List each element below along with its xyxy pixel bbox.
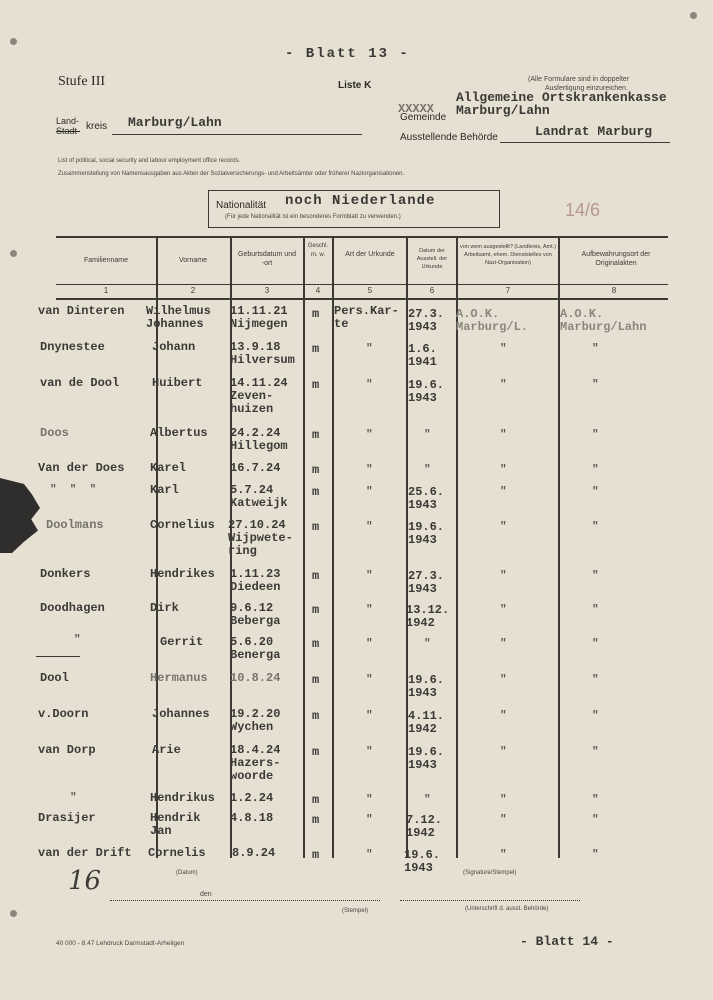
cell-family: Dool bbox=[40, 671, 69, 685]
torn-paper-edge bbox=[0, 478, 40, 553]
gemeinde-value-2: Marburg/Lahn bbox=[456, 103, 550, 118]
cell-sex: m bbox=[312, 569, 320, 583]
cell-date: 4.11. 1942 bbox=[408, 709, 445, 736]
cell-doc: Pers.Kar- te bbox=[334, 304, 399, 331]
cell-doc: " bbox=[366, 570, 373, 582]
cell-issuer: " bbox=[500, 849, 507, 861]
nationality-value: noch Niederlande bbox=[285, 193, 436, 209]
gemeinde-label: Gemeinde bbox=[400, 112, 447, 123]
cell-sex: m bbox=[312, 709, 320, 723]
cell-archive: " bbox=[592, 464, 599, 476]
kreis-label: kreis bbox=[86, 121, 108, 132]
cell-given: Cornelis bbox=[148, 846, 206, 860]
cell-date: 19.6. 1943 bbox=[408, 378, 445, 405]
col-num-4: 4 bbox=[315, 286, 321, 295]
cell-given: Karel bbox=[150, 461, 187, 475]
signature-line bbox=[400, 900, 580, 902]
cell-family: " bbox=[74, 634, 81, 646]
cell-birth: 16.7.24 bbox=[230, 461, 281, 475]
cell-family: Donkers bbox=[40, 567, 91, 581]
unterschrift-label: (Unterschrift d. ausst. Behörde) bbox=[465, 906, 549, 912]
cell-sex: m bbox=[312, 673, 320, 687]
signature-label: (Signature/Stempel) bbox=[463, 870, 517, 876]
cell-issuer: " bbox=[500, 486, 507, 498]
cell-date: " bbox=[424, 638, 431, 650]
cell-given: Albertus bbox=[150, 426, 208, 440]
cell-archive: " bbox=[592, 486, 599, 498]
cell-family: Doos bbox=[40, 426, 69, 440]
blatt-bottom: - Blatt 14 - bbox=[520, 934, 614, 949]
punch-hole-bottom bbox=[10, 910, 17, 917]
cell-birth: 1.2.24 bbox=[230, 791, 274, 805]
cell-sex: m bbox=[312, 793, 320, 807]
cell-sex: m bbox=[312, 307, 320, 321]
den-label: den bbox=[200, 891, 212, 898]
punch-hole-right bbox=[690, 12, 697, 19]
cell-sex: m bbox=[312, 603, 320, 617]
cell-given: Johannes bbox=[152, 707, 210, 721]
behoerde-label: Ausstellende Behörde bbox=[400, 132, 498, 143]
description-de: Zusammenstellung von Namensausgaben aus Akten der Sozialversicherungs- und Arbeitsämter oder früherer Naziorganisationen. bbox=[58, 171, 405, 177]
cell-sex: m bbox=[312, 848, 320, 862]
gemeinde-value-1: Allgemeine Ortskrankenkasse bbox=[456, 90, 667, 105]
punch-hole-middle bbox=[10, 250, 17, 257]
cell-birth: 5.7.24 Katweijk bbox=[230, 483, 288, 510]
cell-archive: " bbox=[592, 638, 599, 650]
cell-doc: " bbox=[366, 429, 373, 441]
behoerde-underline bbox=[500, 142, 670, 143]
cell-date: " bbox=[424, 429, 431, 441]
cell-birth: 24.2.24 Hillegom bbox=[230, 426, 288, 453]
cell-birth: 1.11.23 Diedeen bbox=[230, 567, 281, 594]
cell-archive: " bbox=[592, 379, 599, 391]
cell-family: van der Drift bbox=[38, 846, 132, 860]
gemeinde-prefix: XXXXX bbox=[398, 102, 435, 116]
cell-archive: " bbox=[592, 814, 599, 826]
cell-given: Huibert bbox=[152, 376, 203, 390]
land-label: Land- bbox=[56, 116, 80, 126]
pencil-mark: 14/6 bbox=[565, 200, 601, 220]
col-num-3: 3 bbox=[264, 286, 270, 295]
separator-dash bbox=[36, 656, 80, 657]
col-header-family: Familienname bbox=[84, 257, 128, 264]
cell-doc: " bbox=[366, 638, 373, 650]
cell-archive: " bbox=[592, 710, 599, 722]
cell-doc: " bbox=[366, 849, 373, 861]
cell-date: 27.3. 1943 bbox=[408, 569, 445, 596]
cell-birth: 8.9.24 bbox=[232, 846, 276, 860]
cell-birth: 9.6.12 Beberga bbox=[230, 601, 281, 628]
cell-sex: m bbox=[312, 342, 320, 356]
cell-doc: " bbox=[366, 746, 373, 758]
col-header-archive: Aufbewahrungsort der Originalakten bbox=[581, 251, 651, 267]
col-header-given: Vorname bbox=[178, 257, 208, 264]
cell-birth: 18.4.24 Hazers- woorde bbox=[230, 743, 281, 783]
cell-date: 25.6. 1943 bbox=[408, 485, 445, 512]
cell-issuer: A.O.K. Marburg/L. bbox=[456, 307, 529, 334]
cell-sex: m bbox=[312, 637, 320, 651]
cell-archive: " bbox=[592, 429, 599, 441]
cell-birth: 11.11.21 Nijmegen bbox=[230, 304, 288, 331]
cell-family: Doolmans bbox=[46, 518, 104, 532]
stempel-label: (Stempel) bbox=[342, 908, 369, 914]
col-header-doc: Art der Urkunde bbox=[345, 251, 395, 258]
cell-date: 19.6. 1943 bbox=[404, 848, 441, 875]
cell-birth: 13.9.18 Hilversum bbox=[230, 340, 295, 367]
cell-doc: " bbox=[366, 674, 373, 686]
col-num-6: 6 bbox=[429, 286, 435, 295]
cell-doc: " bbox=[366, 343, 373, 355]
stadt-label: Stadt- bbox=[56, 126, 81, 136]
cell-doc: " bbox=[366, 794, 373, 806]
cell-doc: " bbox=[366, 710, 373, 722]
cell-given: Cornelius bbox=[150, 518, 215, 532]
cell-birth: 4.8.18 bbox=[230, 811, 274, 825]
description-en: List of political, social security and labour employment office records. bbox=[58, 158, 241, 164]
cell-date: 19.6. 1943 bbox=[408, 520, 445, 547]
cell-given: Hermanus bbox=[150, 671, 208, 685]
cell-date: 27.3. 1943 bbox=[408, 307, 445, 334]
table-number-line bbox=[56, 298, 668, 300]
cell-issuer: " bbox=[500, 746, 507, 758]
cell-birth: 10.8.24 bbox=[230, 671, 281, 685]
cell-sex: m bbox=[312, 463, 320, 477]
cell-archive: " bbox=[592, 746, 599, 758]
cell-given: Johann bbox=[152, 340, 196, 354]
col-num-5: 5 bbox=[367, 286, 373, 295]
cell-issuer: " bbox=[500, 521, 507, 533]
cell-family: " bbox=[70, 792, 77, 804]
kreis-value: Marburg/Lahn bbox=[128, 115, 222, 130]
col-header-date: Datum der Ausstell. der Urkunde bbox=[416, 248, 448, 270]
cell-birth: 5.6.20 Benerga bbox=[230, 635, 281, 662]
cell-sex: m bbox=[312, 428, 320, 442]
cell-family: Drasijer bbox=[38, 811, 96, 825]
table-top-line bbox=[56, 236, 668, 238]
cell-issuer: " bbox=[500, 638, 507, 650]
cell-sex: m bbox=[312, 378, 320, 392]
cell-issuer: " bbox=[500, 604, 507, 616]
kreis-underline bbox=[112, 134, 362, 135]
cell-given: Hendrik Jan bbox=[150, 811, 201, 838]
cell-family: Dnynestee bbox=[40, 340, 105, 354]
cell-family: " " " bbox=[50, 484, 97, 496]
cell-given: Wilhelmus Johannes bbox=[146, 304, 211, 331]
cell-issuer: " bbox=[500, 570, 507, 582]
blatt-top: - Blatt 13 - bbox=[285, 46, 410, 62]
cell-date: 19.6. 1943 bbox=[408, 745, 445, 772]
date-line bbox=[110, 900, 380, 902]
formulare-note-2: Ausfertigung einzureichen. bbox=[545, 85, 628, 92]
cell-issuer: " bbox=[500, 379, 507, 391]
cell-doc: " bbox=[366, 486, 373, 498]
pencil-number: 16 bbox=[68, 866, 102, 896]
cell-archive: A.O.K. Marburg/Lahn bbox=[560, 307, 647, 334]
col-num-7: 7 bbox=[505, 286, 511, 295]
cell-birth: 27.10.24 Wijpwete- ring bbox=[228, 518, 293, 558]
cell-date: 19.6. 1943 bbox=[408, 673, 445, 700]
col-num-1: 1 bbox=[103, 286, 109, 295]
cell-issuer: " bbox=[500, 464, 507, 476]
cell-issuer: " bbox=[500, 429, 507, 441]
cell-doc: " bbox=[366, 464, 373, 476]
cell-issuer: " bbox=[500, 794, 507, 806]
nationality-note: (Für jede Nationalität ist ein besonderes Formblatt zu verwenden.) bbox=[225, 214, 401, 220]
punch-hole-top bbox=[10, 38, 17, 45]
cell-archive: " bbox=[592, 849, 599, 861]
cell-family: van de Dool bbox=[40, 376, 120, 390]
cell-archive: " bbox=[592, 604, 599, 616]
cell-given: Hendrikes bbox=[150, 567, 215, 581]
cell-doc: " bbox=[366, 379, 373, 391]
cell-sex: m bbox=[312, 520, 320, 534]
cell-sex: m bbox=[312, 813, 320, 827]
cell-birth: 19.2.20 Wychen bbox=[230, 707, 281, 734]
cell-family: van Dorp bbox=[38, 743, 96, 757]
cell-date: 1.6. 1941 bbox=[408, 342, 437, 369]
date-label: (Datum) bbox=[176, 870, 198, 876]
cell-doc: " bbox=[366, 521, 373, 533]
stufe-title: Stufe III bbox=[58, 74, 106, 89]
cell-given: Gerrit bbox=[160, 635, 204, 649]
cell-archive: " bbox=[592, 570, 599, 582]
cell-given: Hendrikus bbox=[150, 791, 215, 805]
cell-family: Van der Does bbox=[38, 461, 125, 475]
table-header-line bbox=[56, 284, 668, 285]
cell-date: 13.12. 1942 bbox=[406, 603, 450, 630]
cell-given: Arie bbox=[152, 743, 181, 757]
cell-archive: " bbox=[592, 343, 599, 355]
cell-family: Doodhagen bbox=[40, 601, 105, 615]
liste-label: Liste K bbox=[338, 80, 372, 91]
printer-line: 40 000 - 8.47 Lehdruck Darmstadt-Arheilgen bbox=[56, 940, 185, 947]
col-num-2: 2 bbox=[190, 286, 196, 295]
cell-family: van Dinteren bbox=[38, 304, 125, 318]
cell-date: " bbox=[424, 464, 431, 476]
cell-birth: 14.11.24 Zeven- huizen bbox=[230, 376, 288, 416]
col-header-issuer: von wem ausgestellt? (Landkreis, Amt.) Arbeitsamt, ehem. Dienststelles von Nazi-Organisation) bbox=[460, 244, 556, 266]
cell-archive: " bbox=[592, 794, 599, 806]
col-line-3 bbox=[303, 236, 305, 858]
cell-issuer: " bbox=[500, 343, 507, 355]
nationality-label: Nationalität bbox=[216, 200, 267, 211]
cell-archive: " bbox=[592, 521, 599, 533]
cell-doc: " bbox=[366, 604, 373, 616]
cell-issuer: " bbox=[500, 710, 507, 722]
cell-issuer: " bbox=[500, 674, 507, 686]
formulare-note-1: (Alle Formulare sind in doppelter bbox=[528, 76, 630, 83]
behoerde-value: Landrat Marburg bbox=[535, 124, 653, 139]
col-num-8: 8 bbox=[611, 286, 617, 295]
cell-date: " bbox=[424, 794, 431, 806]
cell-given: Karl bbox=[150, 483, 179, 497]
cell-sex: m bbox=[312, 485, 320, 499]
cell-archive: " bbox=[592, 674, 599, 686]
cell-doc: " bbox=[366, 814, 373, 826]
col-header-birth: Geburtsdatum und -ort bbox=[238, 251, 296, 267]
col-header-sex: Geschl. m. w. bbox=[307, 243, 329, 258]
cell-sex: m bbox=[312, 745, 320, 759]
cell-issuer: " bbox=[500, 814, 507, 826]
cell-given: Dirk bbox=[150, 601, 179, 615]
cell-family: v.Doorn bbox=[38, 707, 89, 721]
cell-date: 7.12. 1942 bbox=[406, 813, 443, 840]
